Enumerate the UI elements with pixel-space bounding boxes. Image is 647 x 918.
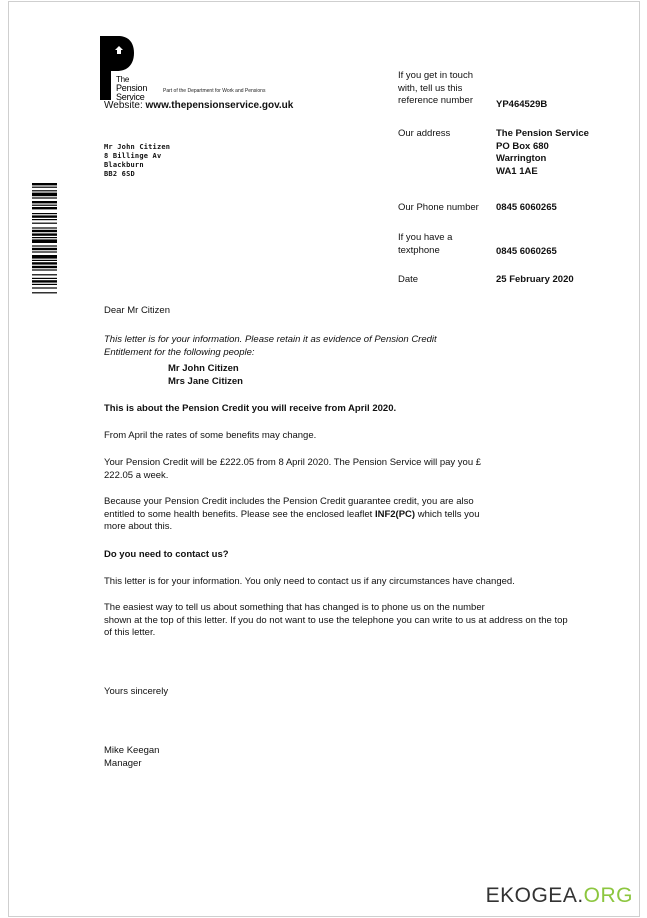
phone-number: 0845 6060265	[496, 202, 557, 213]
reference-label-line: If you get in touch	[398, 70, 473, 81]
paragraph-line: Your Pension Credit will be £222.05 from 8 April 2020. The Pension Service will pay you £	[104, 457, 482, 468]
paragraph-information: This letter is for your information. You only need to contact us if any circumstances have changed.	[104, 576, 515, 587]
salutation: Dear Mr Citizen	[104, 305, 170, 316]
website-link[interactable]: www.thepensionservice.gov.uk	[145, 100, 294, 111]
paragraph-line: shown at the top of this letter. If you do not want to use the telephone you can write to us at address on the top	[104, 614, 568, 626]
recipient-address	[104, 143, 170, 179]
reference-number: YP464529B	[496, 99, 548, 110]
paragraph-how-to-contact	[104, 602, 624, 640]
watermark	[486, 884, 633, 908]
paragraph-line: 222.05 a week.	[104, 469, 169, 481]
paragraph-line: of this letter.	[104, 627, 156, 638]
person-name: Mr John Citizen	[168, 363, 239, 374]
textphone-label	[398, 232, 452, 257]
date-label: Date	[398, 274, 419, 285]
paragraph-line: Because your Pension Credit includes the Pension Credit guarantee credit, you are also	[104, 496, 474, 507]
letter-date: 25 February 2020	[496, 274, 574, 285]
subject-line: This is about the Pension Credit you will receive from April 2020.	[104, 403, 397, 414]
reference-label-line: reference number	[398, 95, 473, 106]
our-address	[496, 128, 616, 178]
address-label: Our address	[398, 128, 451, 139]
paragraph-line	[104, 509, 614, 522]
reference-label-line: with, tell us this	[398, 82, 463, 94]
paragraph-text: which tells you	[415, 508, 480, 520]
recipient-line: Blackburn	[104, 161, 144, 169]
signature-block	[104, 745, 614, 770]
phone-label: Our Phone number	[398, 202, 479, 213]
logo-wordmark	[116, 76, 156, 102]
address-line: The Pension Service	[496, 128, 589, 139]
paragraph-line: The easiest way to tell us about something that has changed is to phone us on the number	[104, 602, 485, 613]
address-line: Warrington	[496, 153, 547, 164]
paragraph-text: entitled to some health benefits. Please see the enclosed leaflet	[104, 508, 375, 520]
leaflet-code: INF2(PC)	[374, 508, 416, 520]
contact-heading: Do you need to contact us?	[104, 549, 229, 560]
address-line: PO Box 680	[496, 140, 549, 152]
recipient-line: 8 Billinge Av	[104, 152, 162, 160]
website-line	[104, 100, 293, 111]
intro-paragraph	[104, 334, 614, 359]
paragraph-health-benefits	[104, 496, 614, 534]
logo-line-2: Pension	[116, 83, 148, 93]
website-label: Website:	[104, 100, 143, 111]
intro-line: This letter is for your information. Please retain it as evidence of Pension Credit	[104, 334, 437, 345]
closing: Yours sincerely	[104, 686, 169, 697]
paragraph-line: more about this.	[104, 521, 173, 532]
recipient-line: BB2 6SD	[104, 170, 135, 178]
department-line: Part of the Department for Work and Pensions	[163, 88, 266, 94]
textphone-number: 0845 6060265	[496, 246, 557, 257]
logo-line-3: Service	[116, 92, 145, 102]
person-name: Mrs Jane Citizen	[168, 375, 243, 387]
barcode-icon	[32, 183, 57, 335]
watermark-part-1: EKOGEA.	[485, 884, 584, 907]
textphone-label-line: textphone	[398, 244, 440, 256]
address-line: WA1 1AE	[496, 165, 538, 177]
logo-line-1: The	[116, 75, 130, 84]
textphone-label-line: If you have a	[398, 232, 453, 243]
signer-title: Manager	[104, 757, 142, 769]
recipient-line: Mr John Citizen	[104, 143, 171, 151]
reference-label	[398, 70, 488, 108]
watermark-part-2: ORG	[583, 884, 633, 907]
paragraph-rates: From April the rates of some benefits may change.	[104, 430, 317, 441]
entitled-people	[168, 363, 368, 388]
intro-line: Entitlement for the following people:	[104, 346, 255, 358]
signer-name: Mike Keegan	[104, 745, 160, 756]
paragraph-amount	[104, 457, 614, 482]
